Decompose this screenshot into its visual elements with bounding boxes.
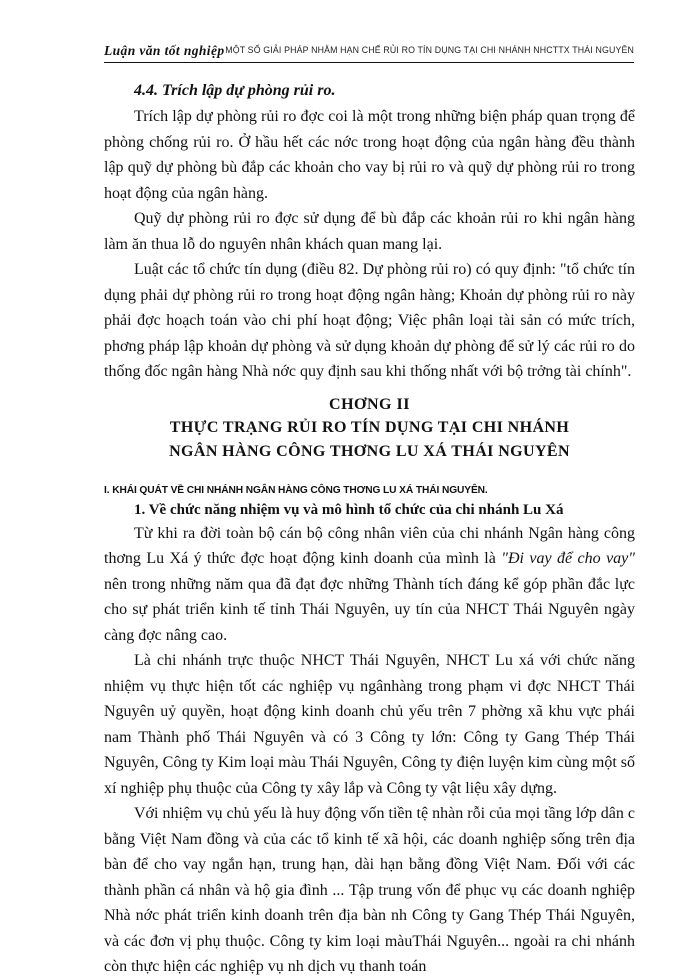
section-I-heading: I. KHÁI QUÁT VỀ CHI NHÁNH NGÂN HÀNG CÔNG THƠNG LU XÁ THÁI NGUYÊN. bbox=[104, 484, 488, 496]
paragraph: Trích lập dự phòng rủi ro đợc coi là một trong những biện pháp quan trọng để phòng chống rủi ro. Ở hầu hết các nớc trong hoạt động của ngân hàng đều thành lập quỹ dự phòng bù đắp các khoản cho vay bị rủi ro và quỹ dự phòng rủi ro trong hoạt động của ngân hàng. bbox=[104, 108, 635, 202]
paragraph-text: nên trong những năm qua đã đạt đợc những Thành tích đáng kể góp phần đắc lực cho sự phát triển kinh tế tỉnh Thái Nguyên, uy tín của NHCT Thái Nguyên ngày càng đợc nâng cao. bbox=[104, 575, 635, 644]
paragraph: Luật các tổ chức tín dụng (điều 82. Dự phòng rủi ro) có quy định: "tổ chức tín dụng phải dự phòng rủi ro trong hoạt động ngân hàng; Khoản dự phòng rủi ro này phải đợc hoạch toán vào chi phí hoạt động; Việc phân loại tài sản có mức trích, phơng pháp lập khoản dự phòng và sử dụng khoản dự phòng để sử lý các rủi ro do thống đốc ngân hàng Nhà nớc quy định sau khi thống nhất với bộ trởng tài chính". bbox=[104, 261, 635, 380]
header-running-title: MỘT SỐ GIẢI PHÁP NHẰM HẠN CHẾ RỦI RO TÍN DỤNG TẠI CHI NHÁNH NHCTTX THÁI NGUYÊN bbox=[225, 45, 634, 55]
section-4-4-heading: 4.4. Trích lập dự phòng rủi ro. bbox=[134, 82, 336, 99]
page-header bbox=[104, 40, 634, 63]
subsection-1-heading: 1. Về chức năng nhiệm vụ và mô hình tổ chức của chi nhánh Lu Xá bbox=[134, 501, 564, 518]
paragraph: Quỹ dự phòng rủi ro đợc sử dụng để bù đắp các khoản rủi ro khi ngân hàng làm ăn thua lỗ do nguyên nhân khách quan mang lại. bbox=[104, 210, 635, 253]
chapter-title-line-1: THỰC TRẠNG RỦI RO TÍN DỤNG TẠI CHI NHÁNH bbox=[169, 418, 570, 436]
quoted-motto: "Đi vay để cho vay" bbox=[501, 550, 635, 567]
header-thesis-label: Luận văn tốt nghiệp bbox=[104, 43, 225, 58]
paragraph bbox=[104, 521, 635, 649]
paragraph-text: Từ khi ra đời toàn bộ cán bộ công nhân viên của chi nhánh Ngân hàng công thơng Lu Xá ý thức đợc hoạt động kinh doanh của mình là bbox=[104, 524, 635, 567]
page-body bbox=[104, 80, 635, 980]
paragraph: Là chi nhánh trực thuộc NHCT Thái Nguyên, NHCT Lu xá với chức năng nhiệm vụ thực hiện tốt các nghiệp vụ ngânhàng trong phạm vi đợc NHCT Thái Nguyên uỷ quyền, hoạt động kinh doanh chủ yếu trên 7 phờng xã khu vực phái nam Thành phố Thái Nguyên và có 3 Công ty lớn: Công ty Gang Thép Thái Nguyên, Công ty Kim loại màu Thái Nguyên, Công ty điện luyện kim cùng một số xí nghiệp phụ thuộc của Công ty xây lắp và Công ty vật liệu xây dựng. bbox=[104, 652, 635, 797]
chapter-title-line-2: NGÂN HÀNG CÔNG THƠNG LU XÁ THÁI NGUYÊN bbox=[169, 442, 570, 460]
chapter-number: CHƠNG II bbox=[329, 395, 410, 413]
paragraph: Với nhiệm vụ chủ yếu là huy động vốn tiền tệ nhàn rỗi của mọi tầng lớp dân c bằng Việt Nam đồng và của các tổ kinh tế xã hội, các doanh nghiệp sống trên địa bàn để cho vay ngắn hạn, trung hạn, dài hạn bằng đồng Việt Nam. Đối với các thành phần cá nhân và hộ gia đình ... Tập trung vốn để phục vụ các doanh nghiệp Nhà nớc phát triển kinh doanh trên địa bàn nh Công ty Gang Thép Thái Nguyên, và các đơn vị phụ thuộc. Công ty kim loại màuThái Nguyên... ngoài ra chi nhánh còn thực hiện các nghiệp vụ nh dịch vụ thanh toán bbox=[104, 805, 635, 975]
